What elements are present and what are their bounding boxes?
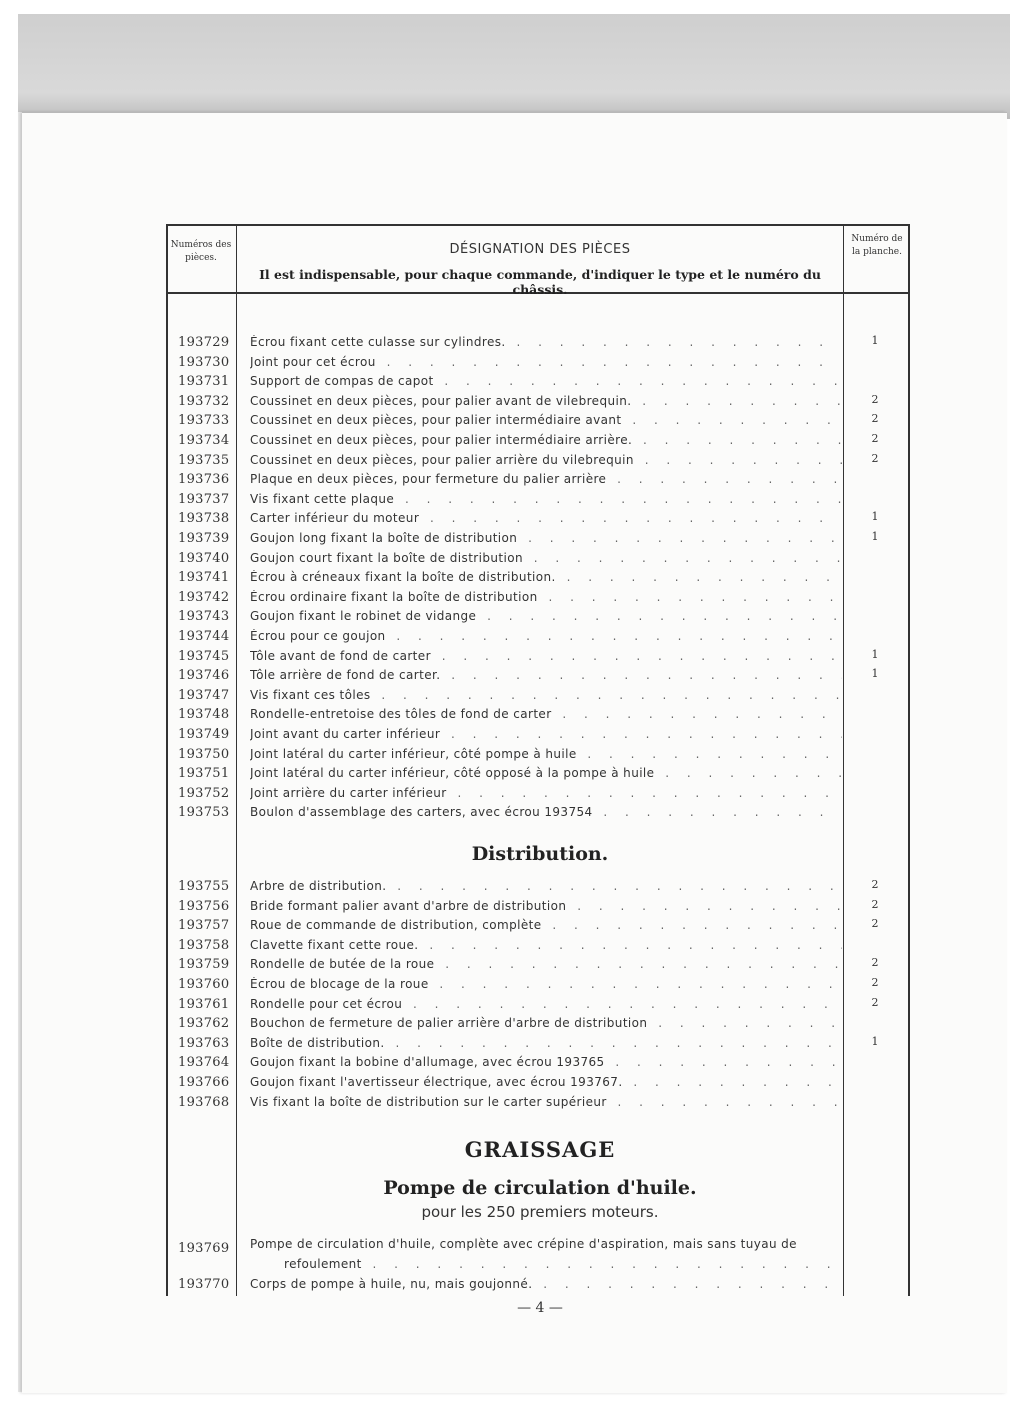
part-number: 193769 xyxy=(178,1241,230,1256)
part-number: 193745 xyxy=(178,648,230,664)
table-row xyxy=(166,529,910,549)
planche-number: 2 xyxy=(871,976,879,989)
part-description: Rondelle pour cet écrou . . . xyxy=(250,997,842,1011)
table-top-rule xyxy=(166,224,910,226)
part-description: Arbre de distribution. . . . xyxy=(250,879,842,893)
part-number: 193742 xyxy=(178,589,230,605)
part-number: 193752 xyxy=(178,785,230,801)
part-description: Écrou pour ce goujon . . . xyxy=(250,629,842,643)
part-number: 193766 xyxy=(178,1075,230,1090)
table-row xyxy=(166,411,910,431)
part-description: Goujon fixant le robinet de vidange . . . xyxy=(250,609,842,623)
part-description: Goujon fixant la bobine d'allumage, avec écrou 193765 . . . xyxy=(250,1055,842,1069)
part-number: 193758 xyxy=(178,937,230,953)
part-description: Écrou ordinaire fixant la boîte de distribution . . . xyxy=(250,590,842,604)
table-row xyxy=(166,1235,910,1255)
part-description: Vis fixant cette plaque . . . xyxy=(250,492,842,506)
table-row xyxy=(166,647,910,667)
part-number: 193750 xyxy=(178,746,230,762)
part-number: 193730 xyxy=(178,354,230,370)
table-row xyxy=(166,764,910,784)
planche-number: 2 xyxy=(871,451,879,465)
page-number: — 4 — xyxy=(517,1300,563,1316)
part-number: 193756 xyxy=(178,898,230,914)
part-number: 193731 xyxy=(178,374,230,390)
table-row xyxy=(166,725,910,745)
table-row xyxy=(166,392,910,412)
table-row xyxy=(166,431,910,451)
planche-number: 1 xyxy=(871,334,879,347)
part-description: Support de compas de capot . . . xyxy=(250,374,842,388)
table-row xyxy=(166,975,910,995)
table-row xyxy=(166,1053,910,1073)
part-description: Boîte de distribution. . . . xyxy=(250,1036,842,1050)
planche-number: 2 xyxy=(871,878,879,891)
part-description: Tôle arrière de fond de carter. . . . xyxy=(250,668,842,682)
planche-number: 2 xyxy=(871,917,879,931)
planche-number: 2 xyxy=(871,897,879,911)
table-row xyxy=(166,607,910,627)
planche-number: 1 xyxy=(871,530,879,543)
planche-number: 1 xyxy=(871,647,879,661)
table-row xyxy=(166,1034,910,1054)
part-number: 193761 xyxy=(178,996,230,1012)
scan-background xyxy=(18,14,1010,119)
part-number: 193740 xyxy=(178,550,230,566)
section-subtitle-pompe: pour les 250 premiers moteurs. xyxy=(421,1203,659,1221)
table-row xyxy=(166,353,910,373)
part-description: Plaque en deux pièces, pour fermeture du palier arrière . . . xyxy=(250,472,842,486)
part-number: 193764 xyxy=(178,1055,230,1071)
part-number: 193746 xyxy=(178,668,230,684)
planche-number: 1 xyxy=(871,510,879,524)
part-description: Écrou à créneaux fixant la boîte de distribution. . . . xyxy=(250,570,842,584)
part-description: Coussinet en deux pièces, pour palier arrière du vilebrequin . . . xyxy=(250,453,842,467)
part-description-continuation: refoulement . . . xyxy=(284,1257,842,1271)
table-row xyxy=(166,333,910,353)
part-description: Roue de commande de distribution, complète . . . xyxy=(250,918,842,932)
table-row xyxy=(166,916,910,936)
part-description: Goujon fixant l'avertisseur électrique, avec écrou 193767. . . . xyxy=(250,1075,842,1089)
part-number: 193732 xyxy=(178,393,230,409)
part-number: 193763 xyxy=(178,1035,230,1051)
part-description: Coussinet en deux pièces, pour palier avant de vilebrequin. . . . xyxy=(250,394,842,408)
table-row xyxy=(166,509,910,529)
part-number: 193734 xyxy=(178,433,230,448)
header-note: Il est indispensable, pour chaque commande, d'indiquer le type et le numéro du châssis. xyxy=(259,267,821,297)
table-row xyxy=(166,705,910,725)
planche-number: 2 xyxy=(871,432,879,445)
header-title: DÉSIGNATION DES PIÈCES xyxy=(449,242,631,257)
table-row xyxy=(166,803,910,823)
part-description: Écrou fixant cette culasse sur cylindres. . . . xyxy=(250,335,842,349)
part-description: Pompe de circulation d'huile, complète avec crépine d'aspiration, mais sans tuyau de xyxy=(250,1237,797,1251)
part-number: 193768 xyxy=(178,1094,230,1110)
part-number: 193733 xyxy=(178,413,230,429)
part-number: 193751 xyxy=(178,766,230,782)
part-description: Corps de pompe à huile, nu, mais goujonné. . . . xyxy=(250,1277,842,1291)
table-row xyxy=(166,784,910,804)
part-number: 193743 xyxy=(178,609,230,625)
table-row xyxy=(166,490,910,510)
part-number: 193757 xyxy=(178,918,230,934)
part-description: Rondelle-entretoise des tôles de fond de carter . . . xyxy=(250,707,842,721)
part-number: 193760 xyxy=(178,977,230,992)
table-row xyxy=(166,568,910,588)
part-description: Rondelle de butée de la roue . . . xyxy=(250,957,842,971)
part-number: 193736 xyxy=(178,472,230,488)
part-number: 193747 xyxy=(178,687,230,703)
section-title-distribution: Distribution. xyxy=(471,843,609,865)
section-title-graissage: GRAISSAGE xyxy=(464,1137,616,1162)
table-row xyxy=(166,627,910,647)
part-number: 193744 xyxy=(178,629,230,644)
planche-number: 2 xyxy=(871,995,879,1009)
part-number: 193739 xyxy=(178,531,230,546)
table-row xyxy=(166,549,910,569)
table-row xyxy=(166,372,910,392)
table-row xyxy=(166,877,910,897)
part-description: Écrou de blocage de la roue . . . xyxy=(250,977,842,991)
part-number: 193755 xyxy=(178,879,230,894)
header-planche-label: Numéro de la planche. xyxy=(851,234,903,257)
part-number: 193748 xyxy=(178,707,230,723)
table-row xyxy=(166,588,910,608)
table-row xyxy=(166,1073,910,1093)
table-row xyxy=(166,666,910,686)
part-number: 193770 xyxy=(178,1277,230,1292)
table-row xyxy=(166,995,910,1015)
part-description: Coussinet en deux pièces, pour palier intermédiaire avant . . . xyxy=(250,413,842,427)
part-description: Joint latéral du carter inférieur, côté pompe à huile . . . xyxy=(250,747,842,761)
part-number: 193738 xyxy=(178,511,230,527)
part-description: Vis fixant ces tôles . . . xyxy=(250,688,842,702)
table-row xyxy=(166,897,910,917)
table-row xyxy=(166,470,910,490)
part-number: 193729 xyxy=(178,335,230,350)
part-description: Boulon d'assemblage des carters, avec écrou 193754 . . . xyxy=(250,805,842,819)
part-description: Bride formant palier avant d'arbre de distribution . . . xyxy=(250,899,842,913)
part-description: Goujon long fixant la boîte de distribution . . . xyxy=(250,531,842,545)
planche-number: 1 xyxy=(871,1034,879,1048)
part-description: Joint pour cet écrou . . . xyxy=(250,355,842,369)
section-title-pompe: Pompe de circulation d'huile. xyxy=(383,1177,697,1199)
table-row xyxy=(166,1014,910,1034)
part-number: 193762 xyxy=(178,1016,230,1032)
table-row xyxy=(166,955,910,975)
part-description: Goujon court fixant la boîte de distribution . . . xyxy=(250,551,842,565)
table-row xyxy=(166,686,910,706)
part-number: 193749 xyxy=(178,727,230,742)
table-row-continuation xyxy=(166,1255,910,1275)
part-number: 193735 xyxy=(178,452,230,468)
table-row xyxy=(166,1275,910,1295)
planche-number: 2 xyxy=(871,956,879,970)
table-row xyxy=(166,1093,910,1113)
header-numbers-label: Numéros des pièces. xyxy=(170,240,232,263)
part-description: Clavette fixant cette roue. . . . xyxy=(250,938,842,952)
part-number: 193741 xyxy=(178,570,230,586)
part-description: Vis fixant la boîte de distribution sur le carter supérieur . . . xyxy=(250,1095,842,1109)
part-description: Carter inférieur du moteur . . . xyxy=(250,511,842,525)
part-description: Tôle avant de fond de carter . . . xyxy=(250,649,842,663)
table-row xyxy=(166,451,910,471)
table-row xyxy=(166,936,910,956)
table-row xyxy=(166,745,910,765)
planche-number: 2 xyxy=(871,392,879,406)
part-description: Bouchon de fermeture de palier arrière d'arbre de distribution . . . xyxy=(250,1016,842,1030)
part-description: Joint latéral du carter inférieur, côté opposé à la pompe à huile . . . xyxy=(250,766,842,780)
part-description: Joint arrière du carter inférieur . . . xyxy=(250,786,842,800)
planche-number: 2 xyxy=(871,412,879,426)
part-number: 193753 xyxy=(178,805,230,821)
part-number: 193737 xyxy=(178,491,230,507)
part-description: Joint avant du carter inférieur . . . xyxy=(250,727,842,741)
part-number: 193759 xyxy=(178,957,230,973)
planche-number: 1 xyxy=(871,667,879,681)
part-description: Coussinet en deux pièces, pour palier intermédiaire arrière. . . . xyxy=(250,433,842,447)
